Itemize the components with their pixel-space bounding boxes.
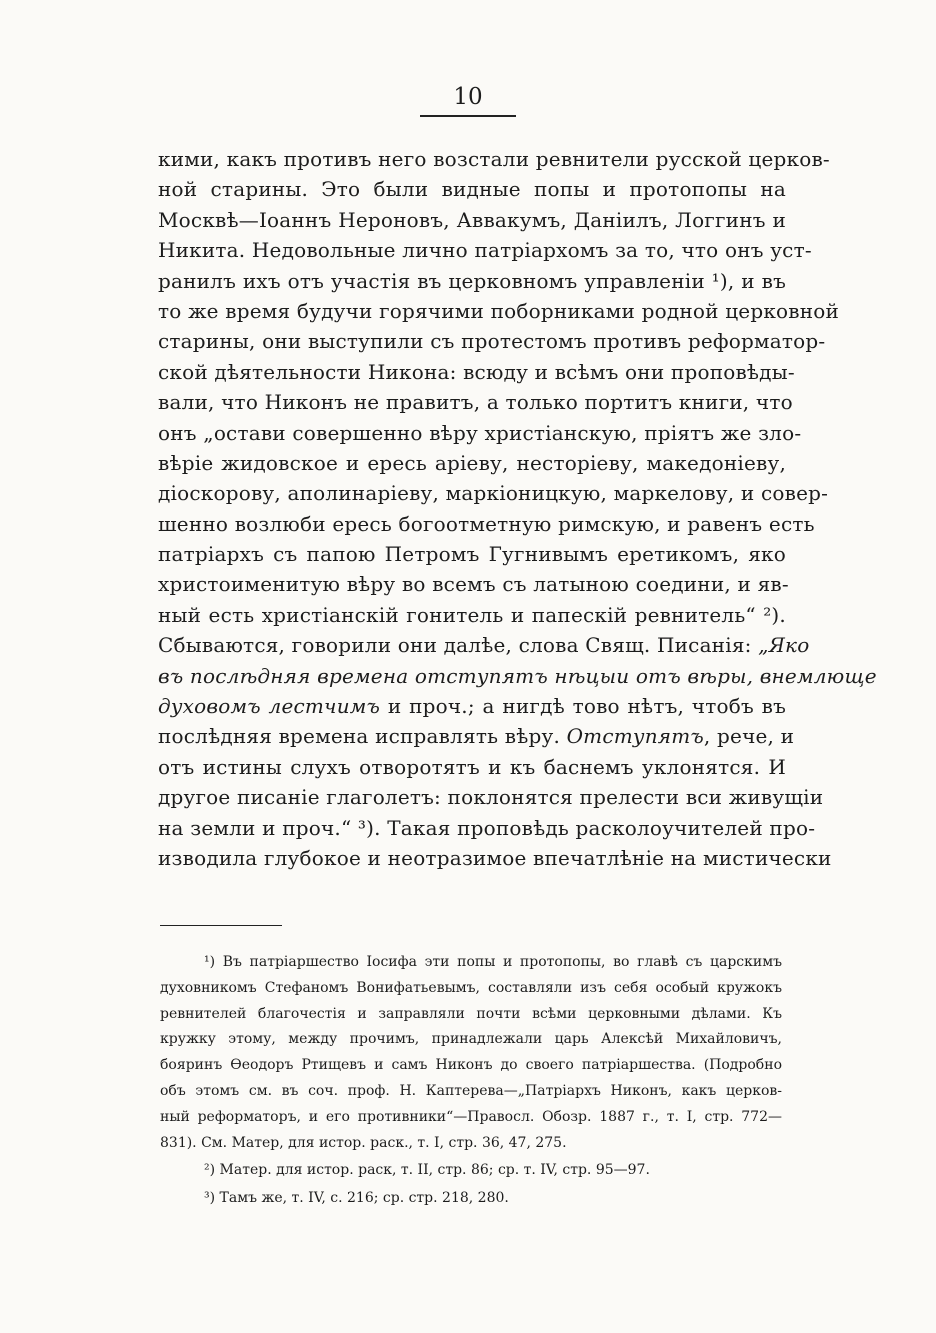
page-number: 10 — [453, 84, 483, 110]
footnote-line: кружку этому, между прочимъ, принадлежали царь Алексѣй Михайловичъ, — [160, 1031, 782, 1048]
text-line: христоименитую вѣру во всемъ съ латыною соедини, и яв- — [158, 572, 789, 597]
text-line — [158, 630, 810, 660]
text-run: и проч.; а нигдѣ тово нѣтъ, чтобъ въ — [380, 694, 786, 719]
footnotes — [160, 950, 782, 1212]
text-line: ранилъ ихъ отъ участія въ церковномъ управленіи ¹), и въ — [158, 268, 786, 293]
text-line: на земли и проч.“ ³). Такая проповѣдь расколоучителей про- — [158, 815, 816, 840]
italic-word: Отступятъ — [566, 724, 704, 749]
footnote-3 — [160, 1186, 782, 1212]
text-line — [158, 721, 795, 751]
text-line: діоскорову, аполинаріеву, маркіоницкую, маркелову, и совер- — [158, 481, 829, 506]
page-number-underline — [420, 115, 516, 117]
text-line: другое писаніе глаголетъ: поклонятся прелести вси живущіи — [158, 785, 824, 810]
main-text — [158, 144, 877, 873]
text-line: Москвѣ—Іоаннъ Нероновъ, Аввакумъ, Даніилъ, Логгинъ и — [158, 207, 786, 232]
text-line: вѣріе жидовское и ересь аріеву, несторіеву, македоніеву, — [158, 450, 786, 475]
text-line: то же время будучи горячими поборниками родной церковной — [158, 298, 840, 323]
footnote-line: ревнителей благочестія и заправляли почти всѣми церковными дѣлами. Къ — [160, 1005, 782, 1022]
text-run: , рече, и — [703, 724, 795, 749]
footnote-separator — [160, 925, 282, 926]
footnote-line: ³) Тамъ же, т. IV, с. 216; ср. стр. 218, 280. — [204, 1190, 509, 1207]
footnote-line: духовникомъ Стефаномъ Вонифатьевымъ, составляли изъ себя особый кружокъ — [160, 979, 782, 996]
footnote-line: объ этомъ см. въ соч. проф. Н. Каптерева—„Патріархъ Никонъ, какъ церков- — [160, 1082, 782, 1099]
text-line: патріархъ съ папою Петромъ Гугнивымъ еретикомъ, яко — [158, 542, 786, 567]
text-run: Сбываются, говорили они далѣе, слова Свящ. Писанія: — [158, 633, 759, 658]
text-line — [158, 691, 786, 721]
text-line: ный есть христіанскій гонитель и папескій ревнитель“ ²). — [158, 602, 786, 627]
text-line: старины, они выступили съ протестомъ противъ реформатор- — [158, 329, 826, 354]
text-line: шенно возлюби ересь богоотметную римскую, и равенъ есть — [158, 511, 815, 536]
text-line-italic-quote: въ послѣдняя времена отступятъ нѣцыи отъ вѣры, внемлюще — [158, 663, 877, 688]
text-line: Никита. Недовольные лично патріархомъ за то, что онъ уст- — [158, 238, 812, 263]
quote-end: духовомъ лестчимъ — [158, 694, 381, 719]
text-line: изводила глубокое и неотразимое впечатлѣніе на мистически — [158, 845, 832, 870]
text-line: ской дѣятельности Никона: всюду и всѣмъ они проповѣды- — [158, 359, 795, 384]
footnote-line: ¹) Въ патріаршество Іосифа эти попы и протопопы, во главѣ съ царскимъ — [204, 954, 782, 970]
text-line: онъ „остави совершенно вѣру христіанскую, пріятъ же зло- — [158, 420, 802, 445]
footnote-line: ный реформаторъ, и его противники“—Правосл. Обозр. 1887 г., т. I, стр. 772— — [160, 1108, 782, 1125]
footnote-line: ²) Матер. для истор. раск, т. II, стр. 86; ср. т. IV, стр. 95—97. — [204, 1162, 650, 1179]
footnote-2 — [160, 1158, 782, 1184]
footnote-1 — [160, 950, 782, 1156]
text-line: кими, какъ противъ него возстали ревнители русской церков- — [158, 147, 830, 171]
footnote-line: бояринъ Ѳеодоръ Ртищевъ и самъ Никонъ до своего патріаршества. (Подробно — [160, 1057, 782, 1074]
text-line: ной старины. Это были видные попы и протопопы на — [158, 177, 786, 202]
text-line: вали, что Никонъ не правитъ, а только портитъ книги, что — [158, 390, 793, 415]
text-run: послѣдняя времена исправлять вѣру. — [158, 724, 567, 749]
footnote-line: 831). См. Матер, для истор. раск., т. I, стр. 36, 47, 275. — [160, 1134, 567, 1151]
text-line: отъ истины слухъ отворотятъ и къ баснемъ уклонятся. И — [158, 754, 786, 779]
quote-start: „Яко — [758, 633, 810, 658]
